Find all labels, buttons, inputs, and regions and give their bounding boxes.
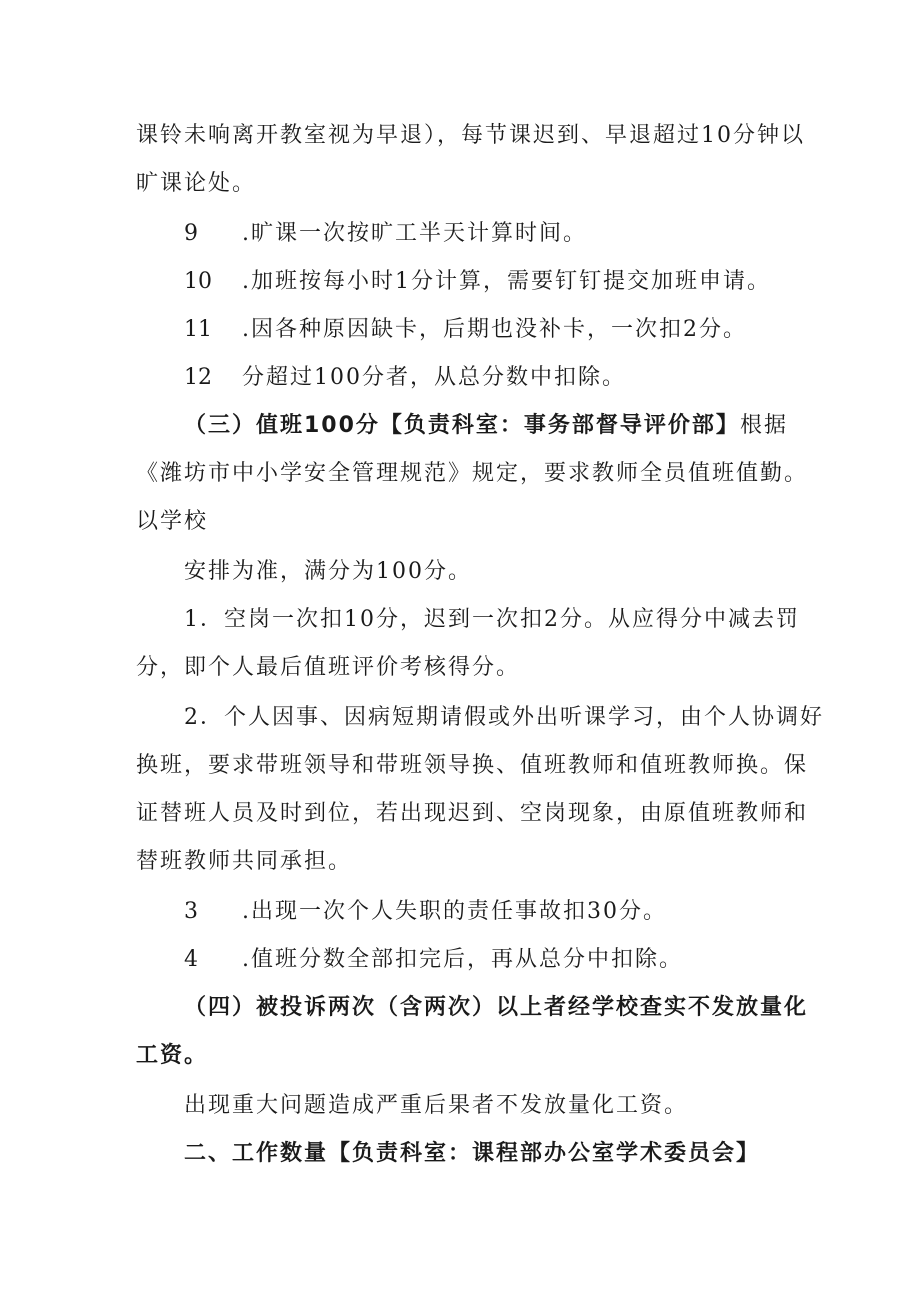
item-text: .值班分数全部扣完后，再从总分中扣除。 <box>242 947 683 972</box>
item-text: .旷课一次按旷工半天计算时间。 <box>242 221 587 246</box>
chapter-heading-2: 二、工作数量【负责科室：课程部办公室学术委员会】 <box>184 1141 761 1166</box>
item-number: 10 <box>184 269 212 294</box>
section-heading-4: （四）被投诉两次（含两次）以上者经学校查实不发放量化 <box>184 995 809 1020</box>
section-heading-4-continued: 工资。 <box>136 1043 209 1068</box>
paragraph-line: 出现重大问题造成严重后果者不发放量化工资。 <box>184 1093 689 1118</box>
numbered-item-12 <box>184 363 844 393</box>
paragraph-line: 《潍坊市中小学安全管理规范》规定，要求教师全员值班值勤。 <box>136 461 809 486</box>
numbered-item-9 <box>184 219 844 249</box>
numbered-item-3 <box>184 897 844 927</box>
item-number: 9 <box>184 221 198 246</box>
item-number: 11 <box>184 317 212 342</box>
paragraph-line: 2．个人因事、因病短期请假或外出听课学习，由个人协调好 <box>184 705 824 730</box>
paragraph-line: 以学校 <box>136 509 209 534</box>
section-heading-3: （三）值班100分【负责科室：事务部督导评价部】 <box>184 413 740 438</box>
section-heading-line <box>184 411 844 441</box>
paragraph-line: 1．空岗一次扣10分，迟到一次扣2分。从应得分中减去罚 <box>184 607 800 632</box>
paragraph-line: 证替班人员及时到位，若出现迟到、空岗现象，由原值班教师和 <box>136 801 809 826</box>
heading-tail-text: 根据 <box>739 413 788 438</box>
paragraph-line: 替班教师共同承担。 <box>136 849 353 874</box>
item-number: 12 <box>184 365 212 390</box>
item-text: .加班按每小时1分计算，需要钉钉提交加班申请。 <box>242 269 771 294</box>
numbered-item-11 <box>184 315 844 345</box>
item-text: .因各种原因缺卡，后期也没补卡，一次扣2分。 <box>242 317 747 342</box>
item-text: 分超过100分者，从总分数中扣除。 <box>242 365 626 390</box>
paragraph-line: 旷课论处。 <box>136 171 257 196</box>
paragraph-line: 换班，要求带班领导和带班领导换、值班教师和值班教师换。保 <box>136 753 809 778</box>
paragraph-line: 安排为准，满分为100分。 <box>184 559 472 584</box>
item-number: 3 <box>184 899 198 924</box>
item-number: 4 <box>184 947 198 972</box>
paragraph-line: 课铃未响离开教室视为早退），每节课迟到、早退超过10分钟以 <box>136 123 805 148</box>
numbered-item-10 <box>184 267 844 297</box>
item-text: .出现一次个人失职的责任事故扣30分。 <box>242 899 667 924</box>
paragraph-line: 分，即个人最后值班评价考核得分。 <box>136 655 521 680</box>
numbered-item-4 <box>184 945 844 975</box>
